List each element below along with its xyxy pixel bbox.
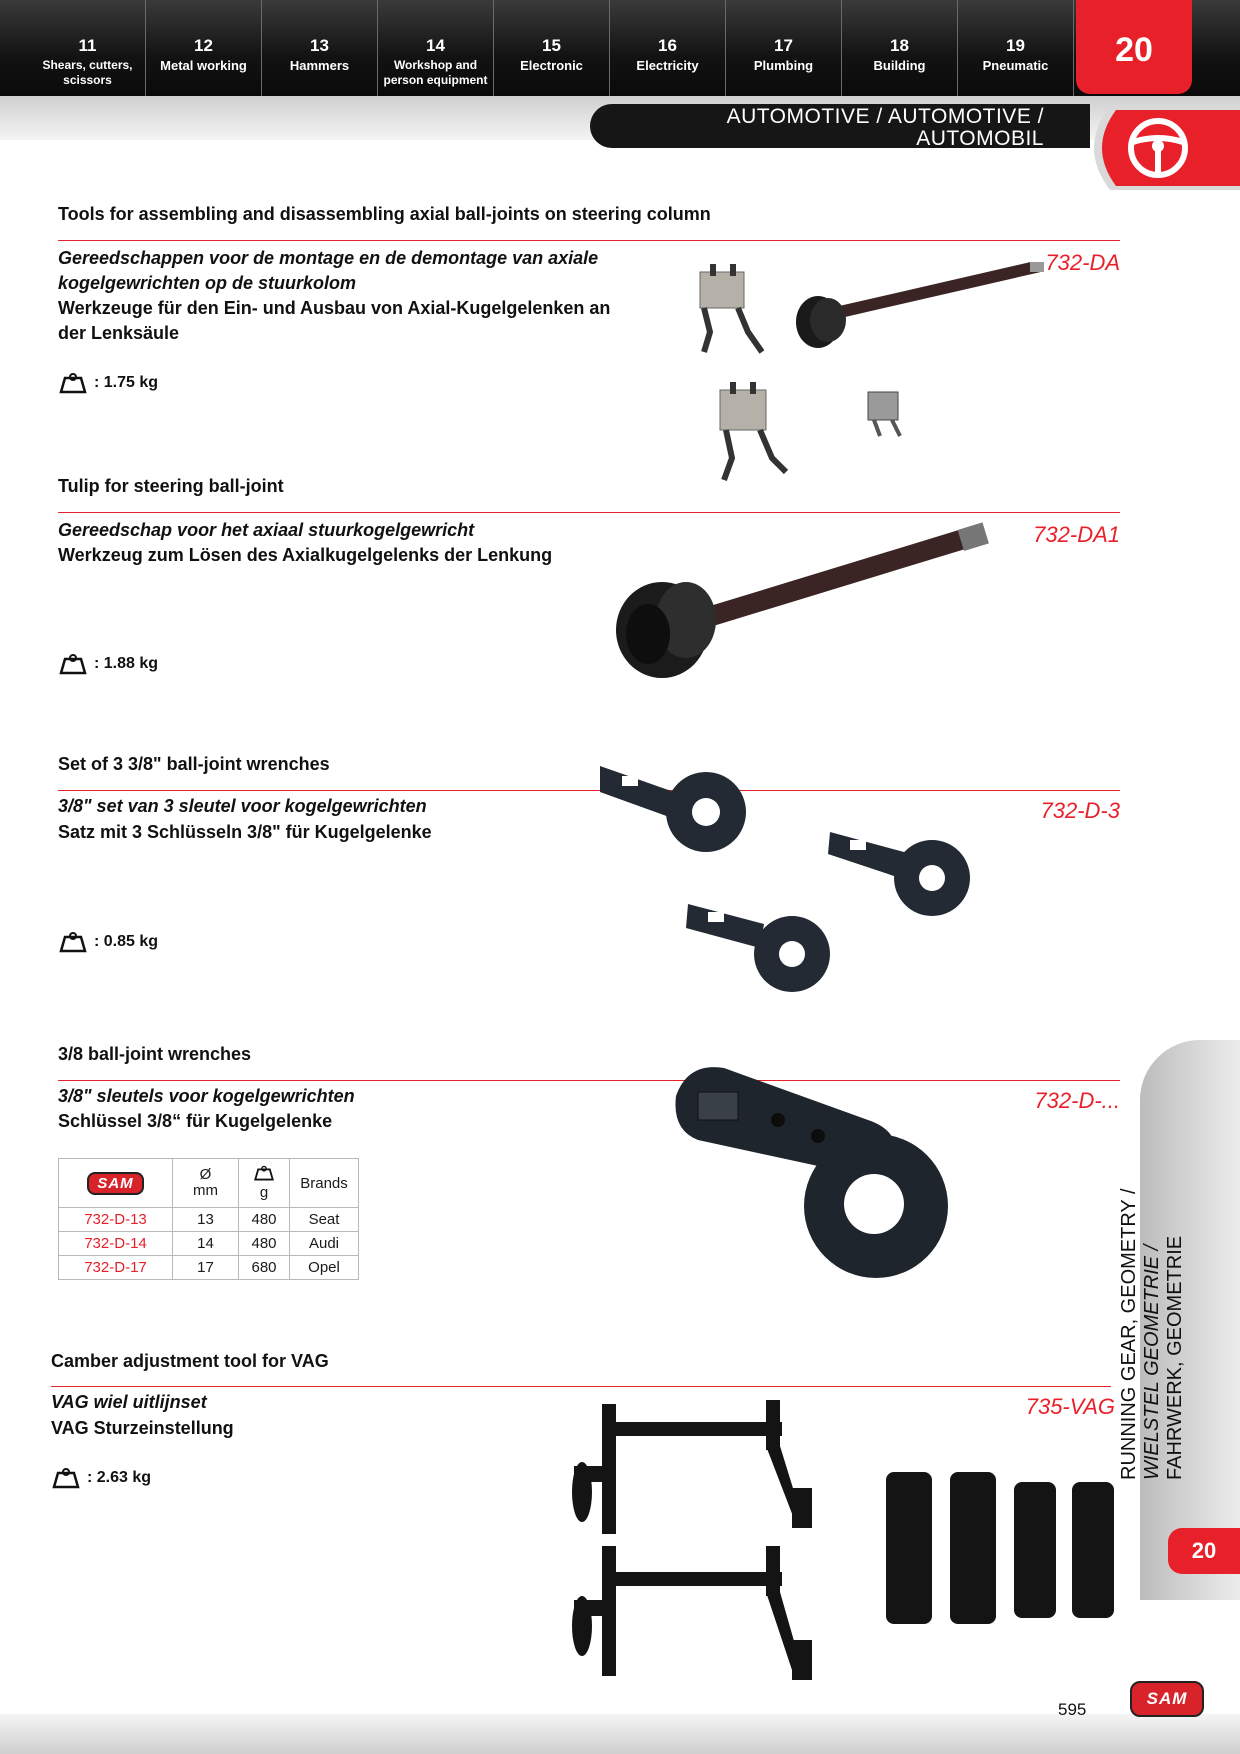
tab-label: Electricity xyxy=(636,58,699,73)
tab-label: Plumbing xyxy=(753,58,814,73)
product-image-732-da1 xyxy=(612,522,992,684)
product-title-de: Werkzeug zum Lösen des Axialkugelgelenks der Lenkung xyxy=(58,545,553,565)
weight-unit: g xyxy=(259,1184,269,1201)
tab-label: Workshop and person equipment xyxy=(383,58,488,87)
diameter-unit: mm xyxy=(193,1182,218,1199)
divider xyxy=(58,512,1120,513)
category-tab-bar xyxy=(0,0,1240,96)
product-title: Set of 3 3/8" ball-joint wrenches xyxy=(58,754,330,774)
tab-workshop[interactable] xyxy=(378,0,494,96)
tab-label: Pneumatic xyxy=(982,58,1049,73)
tab-metal-working[interactable] xyxy=(146,0,262,96)
product-code[interactable]: 735-VAG xyxy=(1025,1394,1115,1419)
page-number: 595 xyxy=(1058,1700,1087,1719)
diameter-symbol: Ø xyxy=(199,1166,212,1183)
tab-label: Shears, cutters, scissors xyxy=(42,58,133,87)
weight-icon xyxy=(51,1467,81,1489)
product-title-de: VAG Sturzeinstellung xyxy=(51,1418,234,1438)
side-label-line3: FAHRWERK, GEOMETRIE xyxy=(1164,1235,1186,1480)
weight-icon xyxy=(253,1165,275,1181)
tab-label: Metal working xyxy=(160,58,247,73)
weight-value: : 0.85 kg xyxy=(94,933,159,951)
product-weight xyxy=(58,653,158,675)
tab-hammers[interactable] xyxy=(262,0,378,96)
side-chapter-badge[interactable]: 20 xyxy=(1168,1528,1240,1574)
product-title-de: Satz mit 3 Schlüsseln 3/8" für Kugelgelenke xyxy=(58,822,432,842)
section-banner xyxy=(590,104,1090,148)
row-weight: 480 xyxy=(239,1208,290,1232)
product-image-732-d xyxy=(668,1056,978,1304)
weight-header xyxy=(239,1159,290,1208)
tab-plumbing[interactable] xyxy=(726,0,842,96)
product-code[interactable]: 732-D-3 xyxy=(1040,798,1120,823)
product-weight xyxy=(51,1467,151,1489)
product-weight xyxy=(58,931,158,953)
tab-number: 17 xyxy=(774,36,793,55)
product-title: Camber adjustment tool for VAG xyxy=(51,1351,329,1371)
tab-automotive-active[interactable]: 20 xyxy=(1076,0,1192,94)
brands-header: Brands xyxy=(290,1159,359,1208)
row-weight: 680 xyxy=(239,1256,290,1280)
row-code: 732-D-17 xyxy=(59,1256,173,1280)
tab-number: 18 xyxy=(890,36,909,55)
diameter-header xyxy=(173,1159,239,1208)
tab-number: 15 xyxy=(542,36,561,55)
row-diameter: 13 xyxy=(173,1208,239,1232)
row-brand: Audi xyxy=(290,1232,359,1256)
row-brand: Opel xyxy=(290,1256,359,1280)
table-row[interactable] xyxy=(59,1208,359,1232)
row-code: 732-D-14 xyxy=(59,1232,173,1256)
tab-label: Building xyxy=(873,58,926,73)
weight-value: : 1.88 kg xyxy=(94,655,159,673)
section-title-line1: AUTOMOTIVE / AUTOMOTIVE / xyxy=(726,105,1044,128)
tab-electronic[interactable] xyxy=(494,0,610,96)
product-code[interactable]: 732-D-... xyxy=(1034,1088,1120,1113)
section-title-line2: AUTOMOBIL xyxy=(916,127,1044,150)
table-header-row xyxy=(59,1159,359,1208)
product-weight xyxy=(58,372,158,394)
row-diameter: 17 xyxy=(173,1256,239,1280)
product-image-732-da xyxy=(690,262,1050,484)
side-category-label xyxy=(1118,1080,1188,1480)
product-title-nl: 3/8" sleutels voor kogelgewrichten xyxy=(58,1086,355,1106)
tab-number: 19 xyxy=(1006,36,1025,55)
weight-value: : 1.75 kg xyxy=(94,374,159,392)
tab-electricity[interactable] xyxy=(610,0,726,96)
product-code[interactable]: 732-DA1 xyxy=(1033,522,1120,547)
tab-label: Hammers xyxy=(289,58,350,73)
product-code[interactable]: 732-DA xyxy=(1045,250,1120,275)
sam-logo: SAM xyxy=(87,1172,143,1195)
footer-band xyxy=(0,1714,1240,1754)
divider xyxy=(58,240,1120,241)
divider xyxy=(51,1386,1111,1387)
product-title-nl: Gereedschappen voor de montage en de demontage van axiale kogelgewrichten op de stuurkolom xyxy=(58,248,599,293)
spec-table xyxy=(58,1158,359,1280)
product-title: Tools for assembling and disassembling axial ball-joints on steering column xyxy=(58,204,711,224)
table-row[interactable] xyxy=(59,1232,359,1256)
weight-icon xyxy=(58,931,88,953)
product-title-nl: VAG wiel uitlijnset xyxy=(51,1392,207,1412)
sam-logo: SAM xyxy=(1130,1681,1204,1717)
tab-number: 14 xyxy=(426,36,445,55)
tab-building[interactable] xyxy=(842,0,958,96)
weight-icon xyxy=(58,653,88,675)
steering-wheel-icon xyxy=(1070,98,1240,190)
product-title: Tulip for steering ball-joint xyxy=(58,476,284,496)
product-title-nl: 3/8" set van 3 sleutel voor kogelgewrichten xyxy=(58,796,427,816)
row-code: 732-D-13 xyxy=(59,1208,173,1232)
side-label-line2: WIELSTEL GEOMETRIE / xyxy=(1141,1244,1163,1480)
side-label-line1: RUNNING GEAR, GEOMETRY / xyxy=(1118,1188,1140,1480)
tab-pneumatic[interactable] xyxy=(958,0,1074,96)
weight-value: : 2.63 kg xyxy=(87,1469,152,1487)
tab-label: Electronic xyxy=(520,58,583,73)
product-title: 3/8 ball-joint wrenches xyxy=(58,1044,252,1064)
product-title-de: Schlüssel 3/8“ für Kugelgelenke xyxy=(58,1111,333,1131)
brand-logo-header xyxy=(59,1159,173,1208)
weight-icon xyxy=(58,372,88,394)
row-brand: Seat xyxy=(290,1208,359,1232)
tab-number: 12 xyxy=(194,36,213,55)
product-image-735-vag xyxy=(566,1396,1126,1690)
product-image-732-d-3 xyxy=(594,752,994,1012)
table-row[interactable] xyxy=(59,1256,359,1280)
tab-number: 16 xyxy=(658,36,677,55)
product-title-de: Werkzeuge für den Ein- und Ausbau von Axial-Kugelgelenken an der Lenksäule xyxy=(58,298,611,343)
tab-number: 13 xyxy=(310,36,329,55)
tab-number: 11 xyxy=(78,36,97,55)
row-diameter: 14 xyxy=(173,1232,239,1256)
product-title-nl: Gereedschap voor het axiaal stuurkogelgewricht xyxy=(58,520,475,540)
row-weight: 480 xyxy=(239,1232,290,1256)
tab-shears[interactable] xyxy=(30,0,146,96)
